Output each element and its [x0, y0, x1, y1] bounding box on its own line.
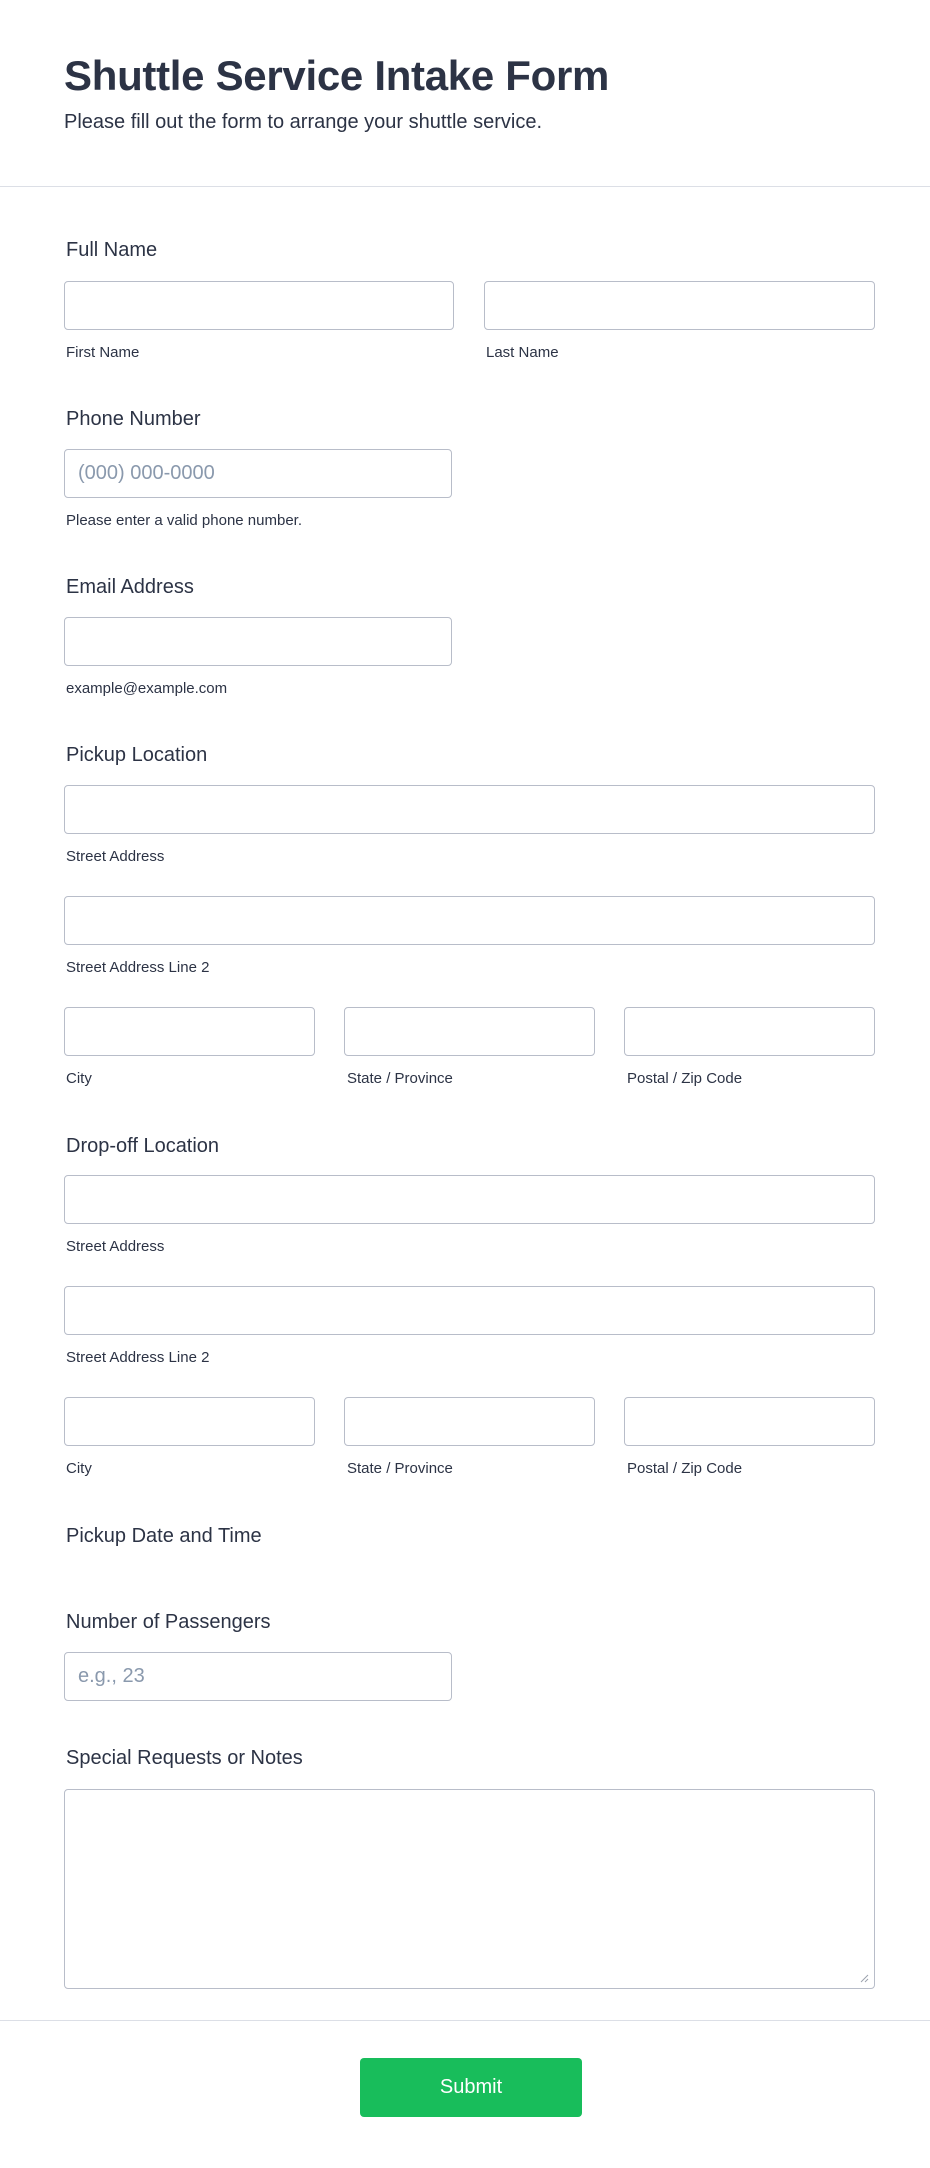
dropoff-city-input[interactable] — [64, 1397, 315, 1446]
dropoff-street-sublabel: Street Address — [66, 1238, 165, 1255]
pickup-city-sublabel: City — [66, 1070, 92, 1087]
pickup-state-input[interactable] — [344, 1007, 595, 1056]
full-name-label: Full Name — [66, 239, 158, 261]
pickup-zip-sublabel: Postal / Zip Code — [627, 1070, 743, 1087]
last-name-sublabel: Last Name — [486, 344, 559, 361]
pickup-datetime-label: Pickup Date and Time — [66, 1525, 262, 1547]
phone-label: Phone Number — [66, 408, 201, 430]
pickup-city-input[interactable] — [64, 1007, 315, 1056]
passengers-input[interactable] — [64, 1652, 452, 1701]
phone-input[interactable] — [64, 449, 452, 498]
pickup-zip-input[interactable] — [624, 1007, 875, 1056]
dropoff-street-input[interactable] — [64, 1175, 875, 1224]
footer-divider — [0, 2020, 930, 2021]
pickup-street-sublabel: Street Address — [66, 848, 165, 865]
last-name-input[interactable] — [484, 281, 875, 330]
first-name-input[interactable] — [64, 281, 454, 330]
dropoff-street2-input[interactable] — [64, 1286, 875, 1335]
phone-sublabel: Please enter a valid phone number. — [66, 512, 302, 529]
notes-label: Special Requests or Notes — [66, 1747, 303, 1769]
dropoff-location-label: Drop-off Location — [66, 1135, 220, 1157]
email-label: Email Address — [66, 576, 194, 598]
email-sublabel: example@example.com — [66, 680, 228, 697]
pickup-street-input[interactable] — [64, 785, 875, 834]
email-input[interactable] — [64, 617, 452, 666]
pickup-location-label: Pickup Location — [66, 744, 208, 766]
first-name-sublabel: First Name — [66, 344, 140, 361]
dropoff-state-input[interactable] — [344, 1397, 595, 1446]
dropoff-zip-sublabel: Postal / Zip Code — [627, 1460, 743, 1477]
dropoff-city-sublabel: City — [66, 1460, 92, 1477]
dropoff-street2-sublabel: Street Address Line 2 — [66, 1349, 210, 1366]
pickup-state-sublabel: State / Province — [347, 1070, 453, 1087]
dropoff-state-sublabel: State / Province — [347, 1460, 453, 1477]
pickup-street2-input[interactable] — [64, 896, 875, 945]
pickup-street2-sublabel: Street Address Line 2 — [66, 959, 210, 976]
dropoff-zip-input[interactable] — [624, 1397, 875, 1446]
submit-button[interactable]: Submit — [360, 2058, 582, 2117]
passengers-label: Number of Passengers — [66, 1611, 271, 1633]
page-title: Shuttle Service Intake Form — [64, 52, 610, 99]
notes-textarea[interactable] — [64, 1789, 875, 1989]
form-header — [0, 0, 930, 187]
page-subtitle: Please fill out the form to arrange your shuttle service. — [64, 111, 543, 133]
